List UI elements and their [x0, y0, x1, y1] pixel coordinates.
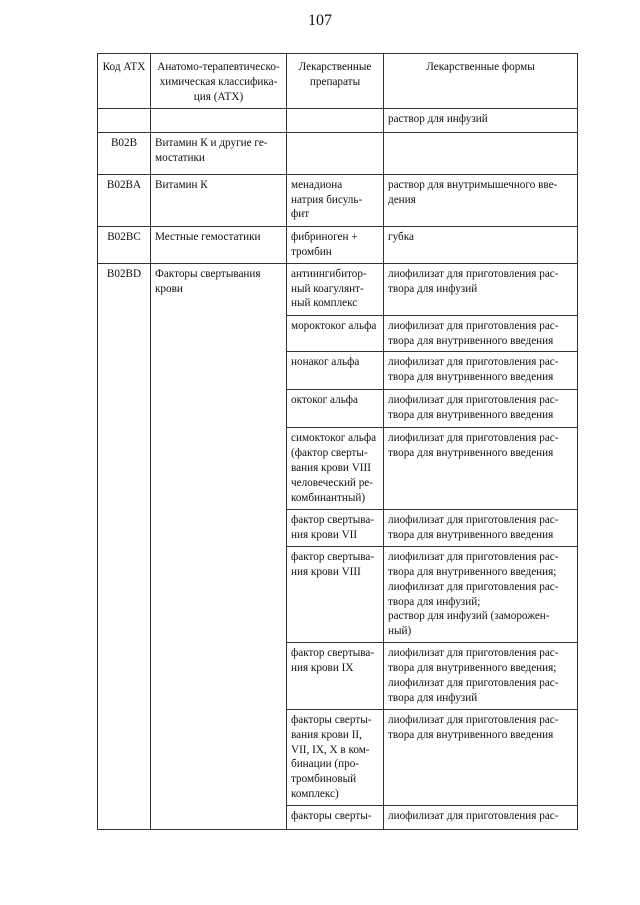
cell-drug: антиингибитор- ный коагулянт- ный комплекс — [287, 263, 384, 315]
cell-form: лиофилизат для приготовления рас- твора для внутривенного введения; лиофилизат для приготовления рас- твора для инфузий; раствор для инфузий (заморожен- ный) — [384, 546, 578, 642]
table-row — [98, 108, 578, 132]
cell-drug: факторы сверты- — [287, 806, 384, 830]
cell-code — [98, 108, 151, 132]
table-row — [98, 263, 578, 315]
table-header-row — [98, 54, 578, 109]
cell-drug: симоктоког альфа (фактор сверты- вания крови VIII человеческий ре- комбинантный) — [287, 428, 384, 509]
cell-form: раствор для внутримышечного вве- дения — [384, 174, 578, 226]
cell-form: лиофилизат для приготовления рас- — [384, 806, 578, 830]
cell-drug — [287, 108, 384, 132]
header-classification: Анатомо-терапевтическо- химическая классифика- ция (АТХ) — [151, 54, 287, 109]
cell-drug: фибриноген + тромбин — [287, 226, 384, 263]
cell-form: лиофилизат для приготовления рас- твора для внутривенного введения — [384, 352, 578, 390]
header-code: Код АТХ — [98, 54, 151, 109]
cell-drug: менадиона натрия бисуль- фит — [287, 174, 384, 226]
cell-code: B02BD — [98, 263, 151, 829]
cell-form: лиофилизат для приготовления рас- твора для внутривенного введения — [384, 428, 578, 509]
table-row — [98, 174, 578, 226]
cell-drug: фактор свертыва- ния крови VIII — [287, 546, 384, 642]
cell-drug: октоког альфа — [287, 390, 384, 428]
cell-drug: нонаког альфа — [287, 352, 384, 390]
cell-drug: фактор свертыва- ния крови VII — [287, 509, 384, 546]
cell-classification: Витамин К — [151, 174, 287, 226]
cell-form: лиофилизат для приготовления рас- твора для внутривенного введения — [384, 315, 578, 352]
cell-code: B02B — [98, 132, 151, 174]
cell-form: раствор для инфузий — [384, 108, 578, 132]
cell-drug — [287, 132, 384, 174]
cell-classification: Витамин К и другие ге- мостатики — [151, 132, 287, 174]
cell-form: лиофилизат для приготовления рас- твора для внутривенного введения — [384, 390, 578, 428]
table-row — [98, 226, 578, 263]
cell-drug: фактор свертыва- ния крови IX — [287, 643, 384, 710]
cell-form: лиофилизат для приготовления рас- твора для внутривенного введения — [384, 509, 578, 546]
atx-table — [97, 53, 578, 830]
header-forms: Лекарственные формы — [384, 54, 578, 109]
cell-code: B02BC — [98, 226, 151, 263]
cell-form: лиофилизат для приготовления рас- твора для внутривенного введения — [384, 709, 578, 805]
header-drugs: Лекарственные препараты — [287, 54, 384, 109]
cell-classification: Местные гемостатики — [151, 226, 287, 263]
cell-classification: Факторы свертывания крови — [151, 263, 287, 829]
cell-form: лиофилизат для приготовления рас- твора для внутривенного введения; лиофилизат для приготовления рас- твора для инфузий — [384, 643, 578, 710]
cell-form — [384, 132, 578, 174]
page-number: 107 — [308, 12, 332, 29]
cell-drug: факторы сверты- вания крови II, VII, IX, X в ком- бинации (про- тромбиновый комплекс) — [287, 709, 384, 805]
cell-form: губка — [384, 226, 578, 263]
cell-classification — [151, 108, 287, 132]
table-row — [98, 132, 578, 174]
cell-drug: мороктоког альфа — [287, 315, 384, 352]
cell-form: лиофилизат для приготовления рас- твора для инфузий — [384, 263, 578, 315]
cell-code: B02BA — [98, 174, 151, 226]
